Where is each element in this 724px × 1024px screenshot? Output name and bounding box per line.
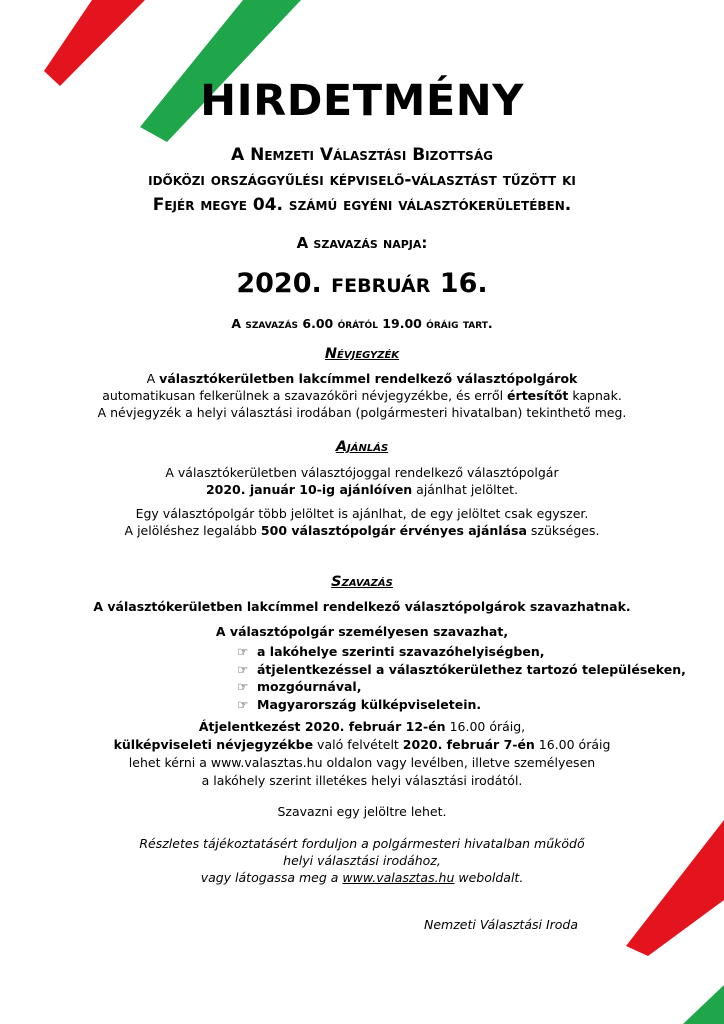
hand-pointing-right-icon: ☞ [237, 661, 249, 677]
list-item: ☞ Magyarország külképviseletein. [237, 696, 482, 712]
header-line-2: időközi országgyűlési képviselő-választást tűzött ki [148, 170, 576, 190]
list-item: ☞ a lakóhelye szerinti szavazóhelyiségben, [237, 644, 545, 659]
ajanlas-line-4: A jelöléshez legalább 500 választópolgár érvényes ajánlása szükséges. [124, 523, 600, 538]
header-line-3: Fejér megye 04. számú egyéni választókerületében. [152, 195, 572, 215]
section-heading-szavazas: Szavazás [331, 574, 393, 590]
info-line-1: Részletes tájékoztatásért forduljon a polgármesteri hivatalban működő [139, 836, 585, 851]
one-candidate-note: Szavazni egy jelöltre lehet. [277, 804, 447, 819]
nevjegyzek-line-1: A választókerületben lakcímmel rendelkező választópolgárok [146, 371, 578, 386]
section-heading-ajanlas: Ajánlás [335, 439, 389, 455]
atjelentkezes-line-1: Átjelentkezést 2020. február 12-én 16.00 óráig, [198, 719, 526, 734]
nevjegyzek-line-3: A névjegyzék a helyi választási irodában (polgármesteri hivatalban) tekinthető meg. [97, 405, 627, 420]
list-item: ☞ mozgóurnával, [237, 679, 362, 694]
szavazas-line-2: A választópolgár személyesen szavazhat, [215, 624, 509, 639]
hand-pointing-right-icon: ☞ [237, 644, 249, 659]
atjelentkezes-line-3: lehet kérni a www.valasztas.hu oldalon vagy levélben, illetve személyesen [128, 755, 596, 770]
ajanlas-line-3: Egy választópolgár több jelöltet is ajánlhat, de egy jelöltet csak egyszer. [135, 506, 589, 521]
info-line-2: helyi választási irodához, [283, 853, 441, 868]
section-heading-nevjegyzek: Névjegyzék [324, 346, 400, 362]
szavazas-line-1: A választókerületben lakcímmel rendelkező választópolgárok szavazhatnak. [93, 599, 631, 614]
hand-pointing-right-icon: ☞ [237, 696, 249, 712]
vote-time: A szavazás 6.00 órától 19.00 óráig tart. [231, 316, 493, 331]
list-item: ☞ átjelentkezéssel a választókerülethez tartozó településeken, [237, 661, 686, 677]
nevjegyzek-line-2: automatikusan felkerülnek a szavazóköri névjegyzékbe, és erről értesítőt kapnak. [102, 388, 622, 403]
page-title: HIRDETMÉNY [200, 76, 524, 126]
website-link[interactable]: www.valasztas.hu [342, 870, 455, 885]
signature: Nemzeti Választási Iroda [424, 917, 579, 932]
voting-options-list [237, 643, 686, 713]
info-line-3: vagy látogassa meg a www.valasztas.hu weboldalt. [200, 870, 524, 885]
atjelentkezes-line-2: külképviseleti névjegyzékbe való felvételt 2020. február 7-én 16.00 óráig [113, 737, 611, 752]
vote-date: 2020. február 16. [236, 268, 488, 299]
header-line-1: A Nemzeti Választási Bizottság [231, 145, 493, 165]
ajanlas-line-2: 2020. január 10-ig ajánlóíven ajánlhat jelöltet. [205, 482, 519, 497]
vote-day-label: A szavazás napja: [296, 234, 428, 252]
atjelentkezes-line-4: a lakóhely szerint illetékes helyi választási irodától. [201, 773, 523, 788]
ajanlas-line-1: A választókerületben választójoggal rendelkező választópolgár [165, 465, 559, 480]
hand-pointing-right-icon: ☞ [237, 679, 249, 694]
